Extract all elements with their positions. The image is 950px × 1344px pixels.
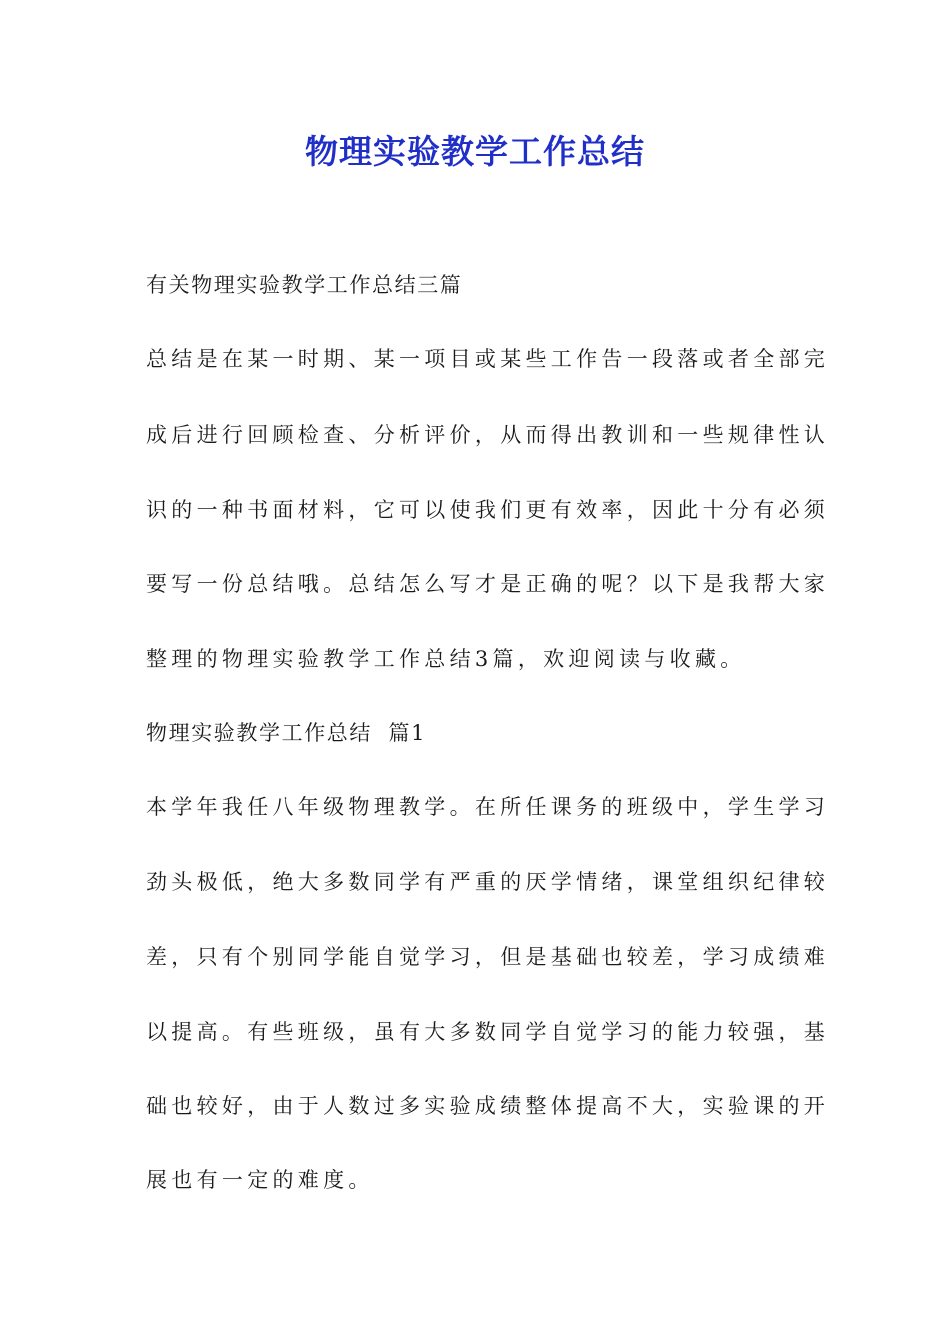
intro-line: 整理的物理实验教学工作总结3篇，欢迎阅读与收藏。: [146, 647, 746, 671]
section-heading: 物理实验教学工作总结 篇1: [146, 721, 427, 745]
intro-line: 总结是在某一时期、某一项目或某些工作告一段落或者全部完: [146, 347, 830, 371]
intro-line: 要写一份总结哦。总结怎么写才是正确的呢？以下是我帮大家: [146, 572, 830, 596]
section-line: 以提高。有些班级，虽有大多数同学自觉学习的能力较强，基: [146, 1020, 830, 1044]
document-subtitle: 有关物理实验教学工作总结三篇: [146, 273, 463, 297]
intro-line: 识的一种书面材料，它可以使我们更有效率，因此十分有必须: [146, 498, 830, 522]
section-line: 展也有一定的难度。: [146, 1168, 374, 1192]
section-line: 础也较好，由于人数过多实验成绩整体提高不大，实验课的开: [146, 1094, 830, 1118]
intro-line: 成后进行回顾检查、分析评价，从而得出教训和一些规律性认: [146, 423, 830, 447]
section-line: 差，只有个别同学能自觉学习，但是基础也较差，学习成绩难: [146, 945, 830, 969]
section-line: 劲头极低，绝大多数同学有严重的厌学情绪，课堂组织纪律较: [146, 870, 830, 894]
document-title: 物理实验教学工作总结: [305, 132, 645, 171]
section-line: 本学年我任八年级物理教学。在所任课务的班级中，学生学习: [146, 795, 830, 819]
